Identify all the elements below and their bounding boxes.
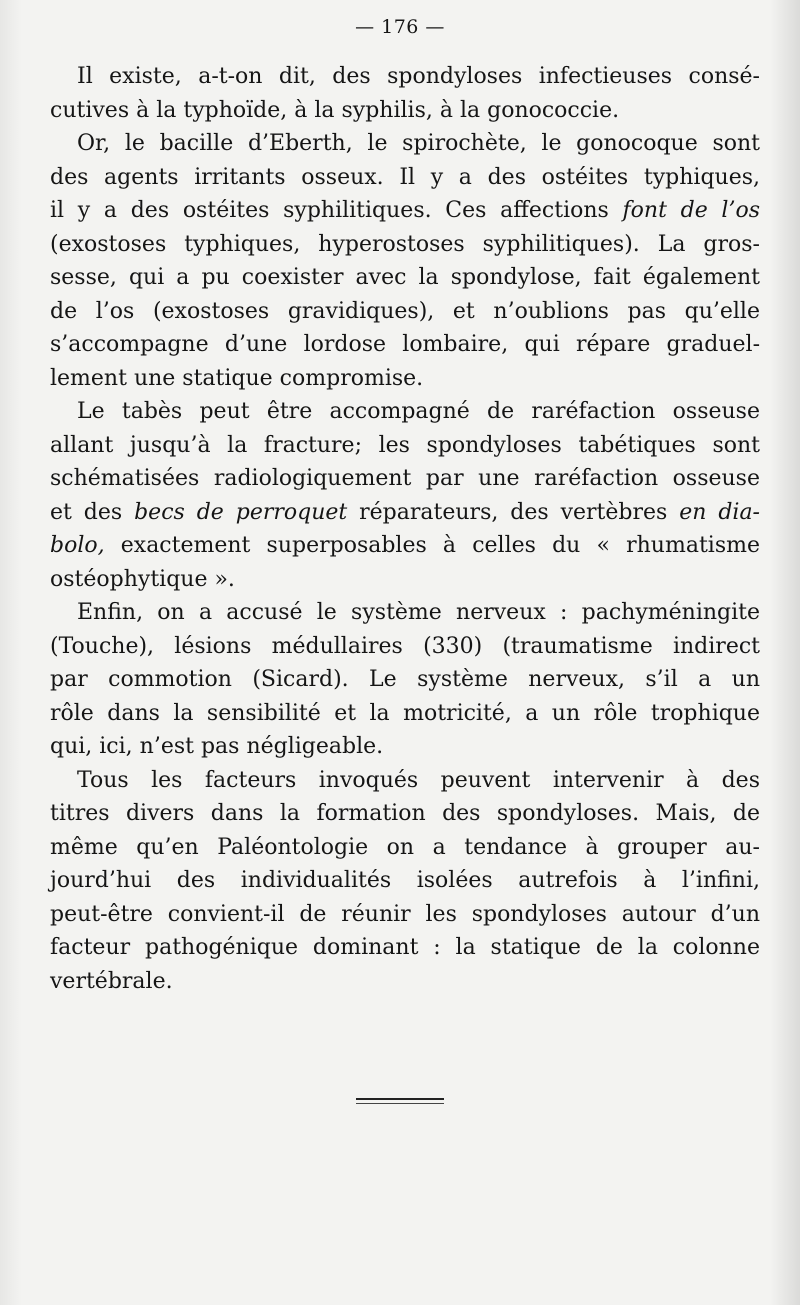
text-line: Tous les facteurs invoqués peuvent intervenir à des xyxy=(77,767,760,793)
italic-text: en dia- xyxy=(679,499,760,525)
text-line xyxy=(50,529,760,563)
text-line xyxy=(50,496,760,530)
text-line: même qu’en Paléontologie on a tendance à grouper au- xyxy=(50,834,760,860)
page-number: — 176 — xyxy=(355,16,445,38)
text-line: sesse, qui a pu coexister avec la spondylose, fait également xyxy=(50,265,760,290)
text-line: qui, ici, n’est pas négligeable. xyxy=(50,734,384,759)
text-line: Or, le bacille d’Eberth, le spirochète, le gonocoque sont xyxy=(77,131,760,156)
text-line xyxy=(50,194,760,228)
text-fragment: il y a des ostéites syphilitiques. Ces affections xyxy=(50,198,623,223)
text-line: (exostoses typhiques, hyperostoses syphilitiques). La gros- xyxy=(50,231,760,257)
text-line: Il existe, a-t-on dit, des spondyloses infectieuses consé- xyxy=(77,64,760,89)
text-line: peut-être convient-il de réunir les spondyloses autour d’un xyxy=(50,901,760,927)
text-line: s’accompagne d’une lordose lombaire, qui répare graduel- xyxy=(50,332,760,357)
text-line: schématisées radiologiquement par une raréfaction osseuse xyxy=(50,466,760,491)
text-line: Le tabès peut être accompagné de raréfaction osseuse xyxy=(77,399,760,424)
text-fragment: réparateurs, des vertèbres xyxy=(347,499,680,525)
text-line: titres divers dans la formation des spondyloses. Mais, de xyxy=(50,801,760,826)
text-fragment: et des xyxy=(50,499,135,525)
text-line: lement une statique compromise. xyxy=(50,365,424,391)
text-line: (Touche), lésions médullaires (330) (traumatisme indirect xyxy=(50,633,760,659)
section-divider-rule xyxy=(356,1098,444,1100)
text-line: cutives à la typhoïde, à la syphilis, à la gonococcie. xyxy=(50,97,620,123)
text-line: des agents irritants osseux. Il y a des ostéites typhiques, xyxy=(50,164,760,190)
body-text xyxy=(50,60,760,998)
text-line: facteur pathogénique dominant : la statique de la colonne xyxy=(50,935,760,960)
text-line: jourd’hui des individualités isolées autrefois à l’infini, xyxy=(50,868,760,893)
text-line: par commotion (Sicard). Le système nerveux, s’il a un xyxy=(50,667,760,692)
text-line: vertébrale. xyxy=(50,968,173,994)
italic-text: becs de perroquet xyxy=(134,499,348,525)
italic-text: bolo, xyxy=(50,533,105,558)
italic-text: font de l’os xyxy=(622,198,760,223)
text-line: Enfin, on a accusé le système nerveux : pachyméningite xyxy=(77,600,760,625)
text-line: de l’os (exostoses gravidiques), et n’oublions pas qu’elle xyxy=(50,298,760,324)
text-line: allant jusqu’à la fracture; les spondyloses tabétiques sont xyxy=(50,432,760,458)
text-line: ostéophytique ». xyxy=(50,566,235,592)
text-line: rôle dans la sensibilité et la motricité, a un rôle trophique xyxy=(50,700,760,726)
text-fragment: exactement superposables à celles du « rhumatisme xyxy=(104,533,760,558)
